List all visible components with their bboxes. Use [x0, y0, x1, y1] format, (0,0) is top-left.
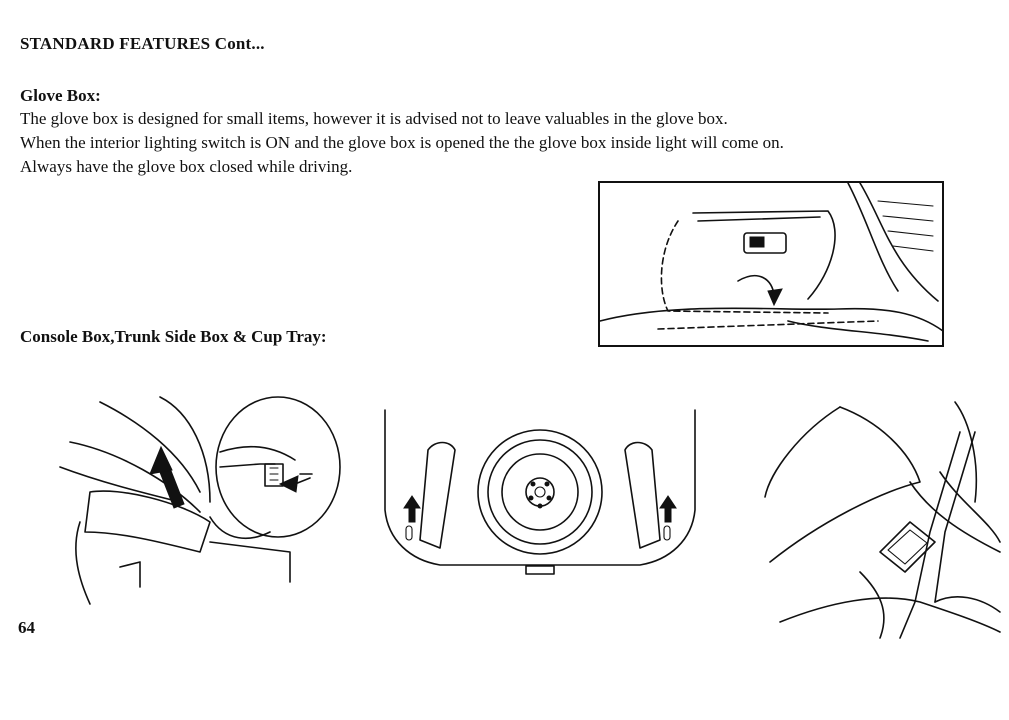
glove-box-line-1: The glove box is designed for small items, however it is advised not to leave valuables in the glove box.	[20, 109, 728, 128]
glove-box-description	[20, 107, 980, 179]
glove-box-heading: Glove Box:	[20, 86, 101, 105]
page-title: STANDARD FEATURES Cont...	[20, 34, 265, 53]
trunk-side-box-illustration	[380, 410, 700, 580]
console-box-illustration	[60, 392, 350, 604]
page-number: 64	[18, 618, 35, 637]
glove-box-line-3: Always have the glove box closed while driving.	[20, 157, 353, 176]
cup-tray-illustration	[760, 402, 1000, 638]
console-section-heading: Console Box,Trunk Side Box & Cup Tray:	[20, 327, 327, 346]
glove-box-illustration	[598, 181, 944, 347]
glove-box-line-2: When the interior lighting switch is ON and the glove box is opened the the glove box inside light will come on.	[20, 133, 784, 152]
